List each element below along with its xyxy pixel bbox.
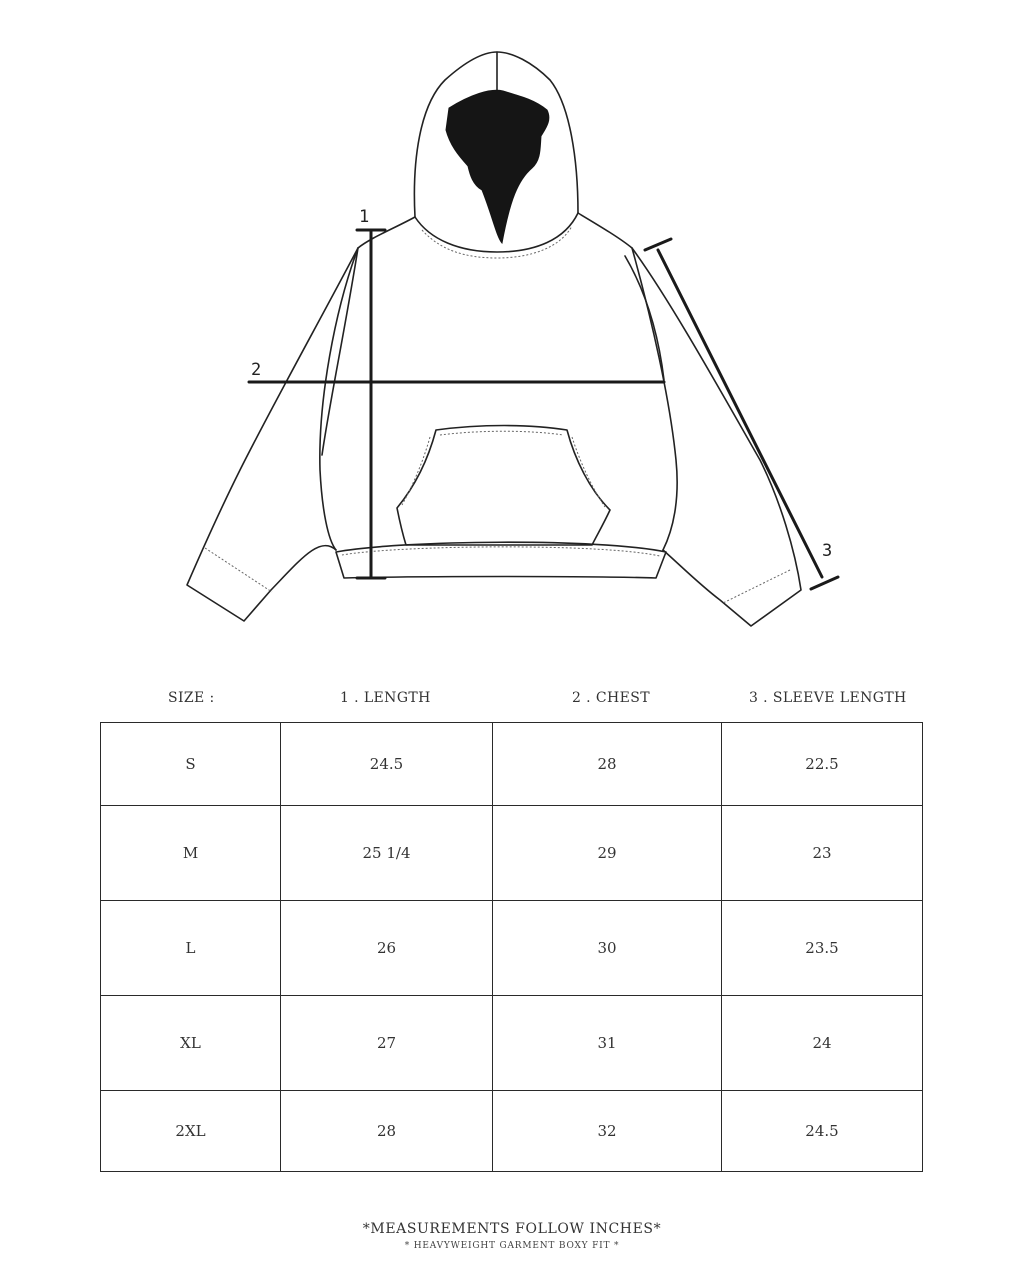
length-cell: 27 [281, 996, 493, 1091]
left-sleeve-inner [322, 248, 358, 455]
sleeve-length-cell: 23 [722, 806, 923, 901]
table-row [101, 996, 923, 1091]
sleeve-length-cell: 22.5 [722, 723, 923, 806]
size-cell: XL [101, 996, 281, 1091]
right-sleeve [632, 248, 801, 626]
header-chest: 2 . CHEST [572, 690, 650, 706]
table-row [101, 806, 923, 901]
length-cell: 28 [281, 1091, 493, 1172]
hood-opening [446, 90, 549, 243]
sleeve-marker: 3 [822, 541, 833, 561]
size-cell: L [101, 901, 281, 996]
sleeve-tick-bottom [811, 577, 838, 589]
table-row [101, 901, 923, 996]
sleeve-length-cell: 24.5 [722, 1091, 923, 1172]
chest-cell: 31 [493, 996, 722, 1091]
length-cell: 26 [281, 901, 493, 996]
sleeve-length-cell: 23.5 [722, 901, 923, 996]
chest-cell: 28 [493, 723, 722, 806]
left-sleeve [187, 248, 358, 621]
chest-cell: 32 [493, 1091, 722, 1172]
fit-note: * HEAVYWEIGHT GARMENT BOXY FIT * [404, 1241, 620, 1251]
chest-cell: 29 [493, 806, 722, 901]
table-row [101, 1091, 923, 1172]
sleeve-line [658, 250, 822, 577]
kangaroo-pocket [397, 426, 610, 546]
length-cell: 25 1/4 [281, 806, 493, 901]
sleeve-length-cell: 24 [722, 996, 923, 1091]
measurement-note: *MEASUREMENTS FOLLOW INCHES* [362, 1221, 662, 1237]
size-cell: M [101, 806, 281, 901]
length-marker: 1 [359, 207, 370, 227]
size-cell: 2XL [101, 1091, 281, 1172]
header-sleeve-length: 3 . SLEEVE LENGTH [749, 690, 907, 706]
size-cell: S [101, 723, 281, 806]
waistband [336, 542, 666, 578]
header-size: SIZE : [168, 690, 215, 706]
length-cell: 24.5 [281, 723, 493, 806]
chest-cell: 30 [493, 901, 722, 996]
chest-marker: 2 [251, 360, 262, 380]
header-length: 1 . LENGTH [340, 690, 431, 706]
table-row [101, 723, 923, 806]
size-chart-table [100, 722, 923, 1172]
sleeve-tick-top [645, 239, 671, 250]
right-sleeve-inner [625, 256, 664, 380]
